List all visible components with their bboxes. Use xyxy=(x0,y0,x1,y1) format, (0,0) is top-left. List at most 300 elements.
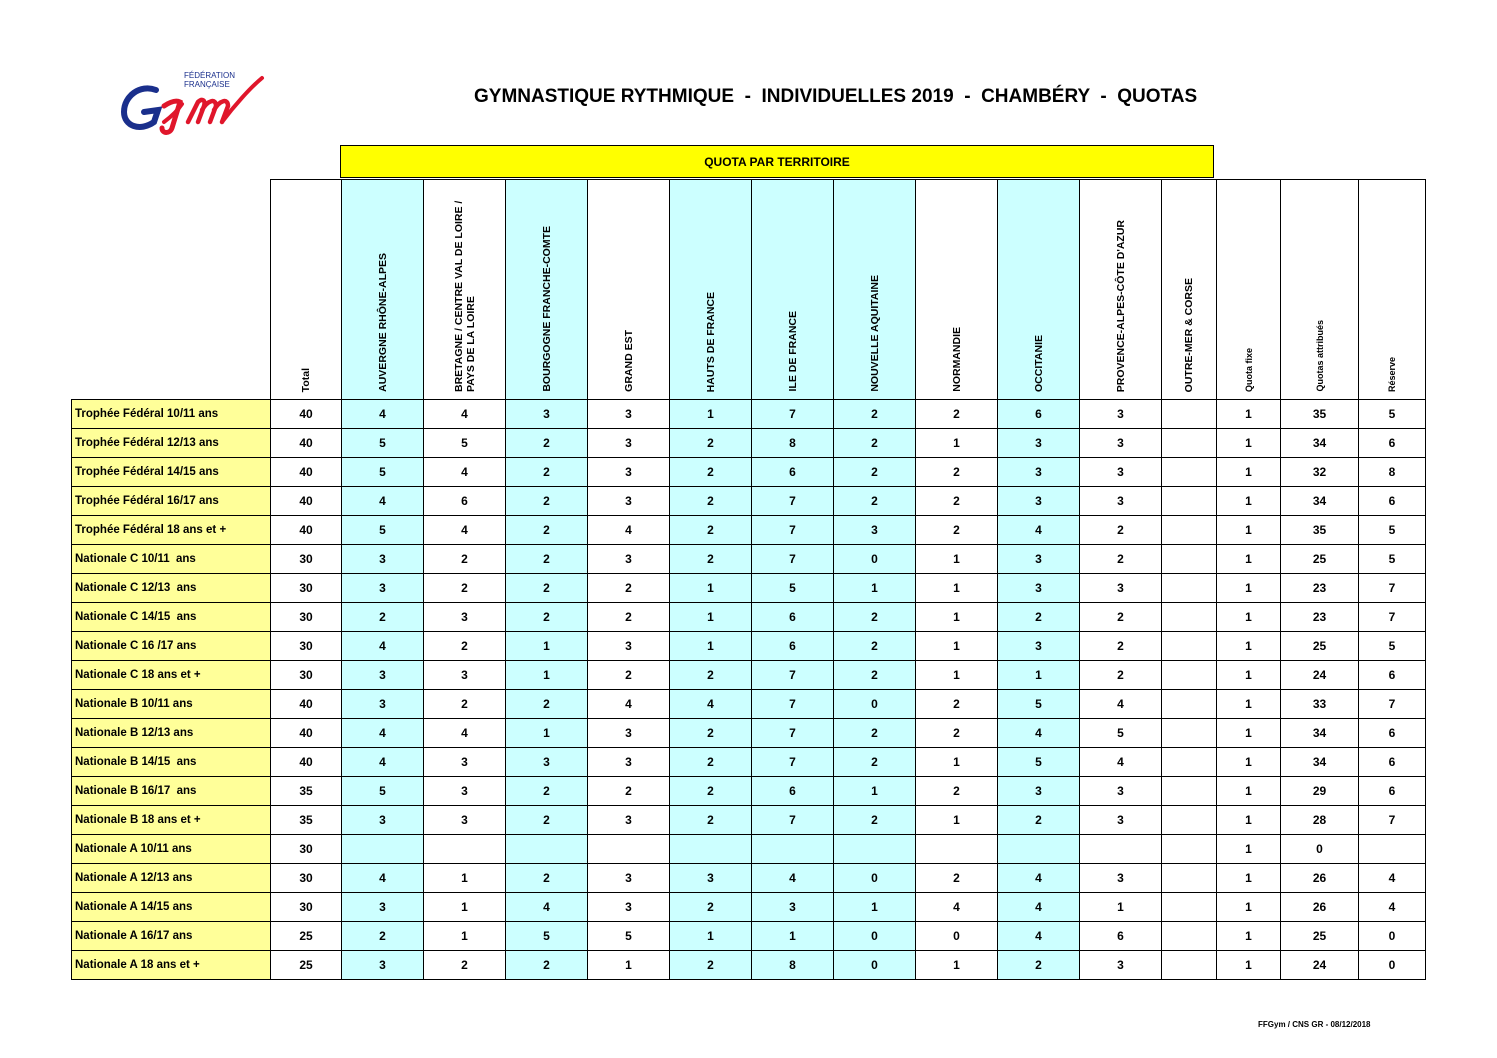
region-quota-cell: 3 xyxy=(1080,458,1162,487)
region-quota-cell: 3 xyxy=(1080,864,1162,893)
table-row xyxy=(72,835,1426,864)
region-quota-cell: 0 xyxy=(834,951,916,980)
quotas-attribues-cell: 35 xyxy=(1281,516,1359,545)
region-quota-cell xyxy=(1162,632,1217,661)
region-quota-cell: 2 xyxy=(506,806,588,835)
total-cell: 30 xyxy=(271,661,342,690)
region-quota-cell: 1 xyxy=(916,429,998,458)
table-row xyxy=(72,574,1426,603)
region-quota-cell: 2 xyxy=(998,951,1080,980)
header-total-label: Total xyxy=(300,367,312,392)
region-quota-cell: 3 xyxy=(588,458,670,487)
table-row xyxy=(72,400,1426,429)
region-quota-cell: 3 xyxy=(506,748,588,777)
region-quota-cell: 3 xyxy=(424,661,506,690)
region-quota-cell xyxy=(1162,835,1217,864)
region-quota-cell: 3 xyxy=(1080,487,1162,516)
table-row xyxy=(72,777,1426,806)
region-quota-cell: 2 xyxy=(1080,545,1162,574)
quota-fixe-cell: 1 xyxy=(1217,632,1281,661)
region-quota-cell: 3 xyxy=(588,632,670,661)
region-quota-cell: 4 xyxy=(998,922,1080,951)
region-quota-cell xyxy=(1162,777,1217,806)
region-quota-cell: 1 xyxy=(670,632,752,661)
category-label: Nationale C 16 /17 ans xyxy=(72,632,271,661)
table-row xyxy=(72,951,1426,980)
region-quota-cell: 1 xyxy=(916,951,998,980)
region-quota-cell: 7 xyxy=(752,748,834,777)
table-row xyxy=(72,748,1426,777)
header-region xyxy=(506,180,588,400)
region-quota-cell: 5 xyxy=(588,922,670,951)
region-quota-cell: 3 xyxy=(1080,574,1162,603)
region-quota-cell: 2 xyxy=(998,806,1080,835)
quotas-attribues-cell: 25 xyxy=(1281,632,1359,661)
region-quota-cell: 2 xyxy=(916,458,998,487)
region-quota-cell xyxy=(342,835,424,864)
region-quota-cell: 1 xyxy=(752,922,834,951)
reserve-cell: 6 xyxy=(1359,748,1426,777)
category-label: Nationale C 14/15 ans xyxy=(72,603,271,632)
quota-fixe-cell: 1 xyxy=(1217,400,1281,429)
region-quota-cell: 2 xyxy=(670,719,752,748)
region-quota-cell: 1 xyxy=(670,922,752,951)
quota-fixe-cell: 1 xyxy=(1217,806,1281,835)
quotas-attribues-cell: 34 xyxy=(1281,487,1359,516)
region-quota-cell: 2 xyxy=(670,458,752,487)
total-cell: 35 xyxy=(271,777,342,806)
region-quota-cell: 1 xyxy=(916,806,998,835)
region-quota-cell: 3 xyxy=(998,574,1080,603)
header-quota-fixe-label: Quota fixe xyxy=(1243,347,1254,392)
header-region-label: PROVENCE-ALPES-CÔTE D'AZUR xyxy=(1114,219,1127,392)
quotas-attribues-cell: 28 xyxy=(1281,806,1359,835)
region-quota-cell: 3 xyxy=(588,806,670,835)
region-quota-cell xyxy=(834,835,916,864)
region-quota-cell: 4 xyxy=(670,690,752,719)
region-quota-cell xyxy=(506,835,588,864)
category-label: Nationale B 12/13 ans xyxy=(72,719,271,748)
region-quota-cell: 1 xyxy=(916,545,998,574)
region-quota-cell: 3 xyxy=(588,719,670,748)
total-cell: 30 xyxy=(271,574,342,603)
region-quota-cell: 2 xyxy=(670,806,752,835)
quotas-attribues-cell: 35 xyxy=(1281,400,1359,429)
header-region-label: BOURGOGNE FRANCHE-COMTE xyxy=(540,226,553,392)
region-quota-cell: 2 xyxy=(916,690,998,719)
region-quota-cell: 4 xyxy=(342,748,424,777)
region-quota-cell: 4 xyxy=(424,400,506,429)
region-quota-cell: 2 xyxy=(506,458,588,487)
region-quota-cell: 6 xyxy=(752,458,834,487)
region-quota-cell: 3 xyxy=(424,806,506,835)
category-label: Nationale C 18 ans et + xyxy=(72,661,271,690)
region-quota-cell: 3 xyxy=(588,400,670,429)
region-quota-cell: 4 xyxy=(342,864,424,893)
region-quota-cell: 2 xyxy=(834,748,916,777)
region-quota-cell: 2 xyxy=(916,487,998,516)
total-cell: 40 xyxy=(271,487,342,516)
region-quota-cell: 2 xyxy=(834,400,916,429)
region-quota-cell: 3 xyxy=(1080,806,1162,835)
region-quota-cell: 1 xyxy=(834,574,916,603)
total-cell: 30 xyxy=(271,864,342,893)
region-quota-cell: 2 xyxy=(424,574,506,603)
table-row xyxy=(72,719,1426,748)
ffgym-logo-graphic xyxy=(118,66,268,138)
region-quota-cell: 1 xyxy=(506,661,588,690)
table-row xyxy=(72,806,1426,835)
region-quota-cell: 1 xyxy=(916,574,998,603)
region-quota-cell: 2 xyxy=(1080,632,1162,661)
quota-fixe-cell: 1 xyxy=(1217,922,1281,951)
region-quota-cell: 8 xyxy=(752,429,834,458)
region-quota-cell: 3 xyxy=(1080,400,1162,429)
region-quota-cell: 2 xyxy=(670,893,752,922)
region-quota-cell: 2 xyxy=(342,603,424,632)
table-row xyxy=(72,922,1426,951)
category-label: Nationale B 16/17 ans xyxy=(72,777,271,806)
category-label: Nationale A 18 ans et + xyxy=(72,951,271,980)
region-quota-cell: 2 xyxy=(670,487,752,516)
category-label: Nationale A 14/15 ans xyxy=(72,893,271,922)
region-quota-cell: 0 xyxy=(834,864,916,893)
region-quota-cell: 3 xyxy=(752,893,834,922)
header-region xyxy=(1162,180,1217,400)
region-quota-cell: 4 xyxy=(1080,690,1162,719)
region-quota-cell: 6 xyxy=(424,487,506,516)
quota-fixe-cell: 1 xyxy=(1217,864,1281,893)
region-quota-cell: 6 xyxy=(752,632,834,661)
region-quota-cell: 2 xyxy=(506,951,588,980)
region-quota-cell: 3 xyxy=(588,748,670,777)
region-quota-cell: 2 xyxy=(342,922,424,951)
region-quota-cell: 3 xyxy=(1080,777,1162,806)
total-cell: 40 xyxy=(271,458,342,487)
region-quota-cell: 7 xyxy=(752,400,834,429)
region-quota-cell: 4 xyxy=(998,516,1080,545)
region-quota-cell: 5 xyxy=(1080,719,1162,748)
region-quota-cell: 2 xyxy=(834,458,916,487)
region-quota-cell: 4 xyxy=(1080,748,1162,777)
region-quota-cell xyxy=(916,835,998,864)
region-quota-cell xyxy=(1162,719,1217,748)
reserve-cell: 5 xyxy=(1359,516,1426,545)
quota-fixe-cell: 1 xyxy=(1217,893,1281,922)
region-quota-cell: 3 xyxy=(998,632,1080,661)
quotas-attribues-cell: 24 xyxy=(1281,951,1359,980)
region-quota-cell: 3 xyxy=(998,429,1080,458)
region-quota-cell xyxy=(1162,516,1217,545)
region-quota-cell: 3 xyxy=(342,690,424,719)
footer-credit: FFGym / CNS GR - 08/12/2018 xyxy=(1258,1020,1371,1029)
header-quotas-attribues-label: Quotas attribués xyxy=(1314,320,1325,392)
reserve-cell xyxy=(1359,835,1426,864)
region-quota-cell: 5 xyxy=(506,922,588,951)
region-quota-cell: 2 xyxy=(916,400,998,429)
region-quota-cell: 2 xyxy=(506,487,588,516)
header-region-label: AUVERGNE RHÔNE-ALPES xyxy=(376,253,389,392)
region-quota-cell: 2 xyxy=(506,429,588,458)
region-quota-cell: 2 xyxy=(670,748,752,777)
reserve-cell: 5 xyxy=(1359,632,1426,661)
region-quota-cell: 3 xyxy=(670,864,752,893)
region-quota-cell: 3 xyxy=(588,545,670,574)
header-region-label: OUTRE-MER & CORSE xyxy=(1183,277,1195,392)
quota-par-territoire-header: QUOTA PAR TERRITOIRE xyxy=(340,145,1214,178)
region-quota-cell: 6 xyxy=(998,400,1080,429)
region-quota-cell: 1 xyxy=(916,603,998,632)
region-quota-cell: 2 xyxy=(506,777,588,806)
region-quota-cell: 2 xyxy=(916,719,998,748)
table-row xyxy=(72,458,1426,487)
region-quota-cell: 2 xyxy=(424,545,506,574)
category-label: Trophée Fédéral 18 ans et + xyxy=(72,516,271,545)
region-quota-cell: 6 xyxy=(1080,922,1162,951)
region-quota-cell: 3 xyxy=(342,661,424,690)
quotas-attribues-cell: 25 xyxy=(1281,922,1359,951)
region-quota-cell: 1 xyxy=(506,632,588,661)
header-region xyxy=(998,180,1080,400)
header-quota-fixe xyxy=(1217,180,1281,400)
reserve-cell: 5 xyxy=(1359,545,1426,574)
region-quota-cell: 3 xyxy=(998,487,1080,516)
category-label: Trophée Fédéral 14/15 ans xyxy=(72,458,271,487)
header-region xyxy=(916,180,998,400)
region-quota-cell: 2 xyxy=(670,951,752,980)
region-quota-cell: 1 xyxy=(834,777,916,806)
total-cell: 30 xyxy=(271,893,342,922)
reserve-cell: 8 xyxy=(1359,458,1426,487)
total-cell: 35 xyxy=(271,806,342,835)
region-quota-cell: 5 xyxy=(342,516,424,545)
region-quota-cell: 1 xyxy=(1080,893,1162,922)
region-quota-cell: 2 xyxy=(834,632,916,661)
region-quota-cell: 7 xyxy=(752,487,834,516)
header-region-label: NORMANDIE xyxy=(950,327,963,392)
region-quota-cell: 2 xyxy=(670,429,752,458)
region-quota-cell: 2 xyxy=(506,864,588,893)
region-quota-cell: 1 xyxy=(834,893,916,922)
table-row xyxy=(72,893,1426,922)
region-quota-cell: 2 xyxy=(834,429,916,458)
region-quota-cell: 3 xyxy=(342,951,424,980)
region-quota-cell: 3 xyxy=(588,893,670,922)
region-quota-cell: 2 xyxy=(916,864,998,893)
region-quota-cell: 2 xyxy=(834,603,916,632)
category-label: Nationale C 12/13 ans xyxy=(72,574,271,603)
region-quota-cell: 4 xyxy=(998,893,1080,922)
quota-fixe-cell: 1 xyxy=(1217,661,1281,690)
reserve-cell: 4 xyxy=(1359,893,1426,922)
region-quota-cell: 5 xyxy=(998,690,1080,719)
region-quota-cell: 2 xyxy=(588,661,670,690)
region-quota-cell: 1 xyxy=(916,661,998,690)
region-quota-cell xyxy=(752,835,834,864)
reserve-cell: 5 xyxy=(1359,400,1426,429)
region-quota-cell: 7 xyxy=(752,806,834,835)
quota-fixe-cell: 1 xyxy=(1217,719,1281,748)
total-cell: 30 xyxy=(271,545,342,574)
region-quota-cell xyxy=(1162,487,1217,516)
region-quota-cell: 4 xyxy=(424,458,506,487)
region-quota-cell: 3 xyxy=(588,864,670,893)
header-quotas-attribues xyxy=(1281,180,1359,400)
region-quota-cell: 3 xyxy=(342,574,424,603)
region-quota-cell xyxy=(1162,545,1217,574)
region-quota-cell: 1 xyxy=(424,922,506,951)
header-region-label: OCCITANIE xyxy=(1032,335,1045,392)
table-row xyxy=(72,864,1426,893)
header-region-label: HAUTS DE FRANCE xyxy=(704,291,717,392)
reserve-cell: 0 xyxy=(1359,922,1426,951)
region-quota-cell: 7 xyxy=(752,545,834,574)
quotas-attribues-cell: 26 xyxy=(1281,864,1359,893)
table-row xyxy=(72,632,1426,661)
region-quota-cell: 2 xyxy=(506,545,588,574)
table-row xyxy=(72,690,1426,719)
region-quota-cell: 2 xyxy=(506,603,588,632)
region-quota-cell xyxy=(1162,429,1217,458)
header-region xyxy=(834,180,916,400)
region-quota-cell: 3 xyxy=(998,458,1080,487)
region-quota-cell: 6 xyxy=(752,603,834,632)
quota-fixe-cell: 1 xyxy=(1217,951,1281,980)
table-body xyxy=(72,400,1426,980)
region-quota-cell: 4 xyxy=(916,893,998,922)
region-quota-cell: 0 xyxy=(916,922,998,951)
reserve-cell: 6 xyxy=(1359,487,1426,516)
header-region-label: ILE DE FRANCE xyxy=(786,311,799,392)
quota-fixe-cell: 1 xyxy=(1217,574,1281,603)
region-quota-cell: 2 xyxy=(506,574,588,603)
total-cell: 40 xyxy=(271,516,342,545)
region-quota-cell: 4 xyxy=(998,864,1080,893)
region-quota-cell: 3 xyxy=(998,545,1080,574)
region-quota-cell: 7 xyxy=(752,719,834,748)
region-quota-cell: 1 xyxy=(916,748,998,777)
region-quota-cell: 4 xyxy=(342,400,424,429)
region-quota-cell xyxy=(1162,661,1217,690)
total-cell: 40 xyxy=(271,719,342,748)
total-cell: 40 xyxy=(271,400,342,429)
region-quota-cell: 3 xyxy=(342,545,424,574)
region-quota-cell xyxy=(1162,922,1217,951)
total-cell: 40 xyxy=(271,690,342,719)
region-quota-cell: 4 xyxy=(506,893,588,922)
quota-fixe-cell: 1 xyxy=(1217,777,1281,806)
region-quota-cell: 3 xyxy=(342,893,424,922)
region-quota-cell: 1 xyxy=(424,864,506,893)
region-quota-cell: 6 xyxy=(752,777,834,806)
category-label: Trophée Fédéral 10/11 ans xyxy=(72,400,271,429)
region-quota-cell: 2 xyxy=(834,661,916,690)
region-quota-cell xyxy=(1162,690,1217,719)
region-quota-cell: 8 xyxy=(752,951,834,980)
region-quota-cell: 2 xyxy=(1080,661,1162,690)
total-cell: 30 xyxy=(271,632,342,661)
total-cell: 30 xyxy=(271,835,342,864)
header-region xyxy=(342,180,424,400)
region-quota-cell: 1 xyxy=(670,603,752,632)
region-quota-cell: 2 xyxy=(506,690,588,719)
quotas-attribues-cell: 24 xyxy=(1281,661,1359,690)
quotas-attribues-cell: 34 xyxy=(1281,429,1359,458)
table-row xyxy=(72,661,1426,690)
region-quota-cell: 1 xyxy=(670,574,752,603)
quotas-table xyxy=(71,179,1426,980)
quotas-attribues-cell: 34 xyxy=(1281,719,1359,748)
region-quota-cell: 4 xyxy=(588,690,670,719)
region-quota-cell xyxy=(1162,574,1217,603)
category-label: Nationale B 10/11 ans xyxy=(72,690,271,719)
region-quota-cell: 2 xyxy=(670,661,752,690)
total-cell: 25 xyxy=(271,951,342,980)
region-quota-cell: 3 xyxy=(1080,429,1162,458)
header-region-label: GRAND EST xyxy=(622,330,635,392)
quota-fixe-cell: 1 xyxy=(1217,748,1281,777)
quota-fixe-cell: 1 xyxy=(1217,429,1281,458)
region-quota-cell: 2 xyxy=(998,603,1080,632)
region-quota-cell: 5 xyxy=(342,429,424,458)
quotas-attribues-cell: 29 xyxy=(1281,777,1359,806)
table-row xyxy=(72,429,1426,458)
header-region xyxy=(1080,180,1162,400)
region-quota-cell: 2 xyxy=(834,719,916,748)
region-quota-cell: 5 xyxy=(752,574,834,603)
region-quota-cell xyxy=(1162,458,1217,487)
region-quota-cell: 3 xyxy=(342,806,424,835)
region-quota-cell: 3 xyxy=(588,429,670,458)
region-quota-cell: 5 xyxy=(342,458,424,487)
header-blank-cell xyxy=(72,180,271,400)
region-quota-cell: 1 xyxy=(998,661,1080,690)
region-quota-cell xyxy=(424,835,506,864)
region-quota-cell: 3 xyxy=(424,777,506,806)
table-row xyxy=(72,545,1426,574)
region-quota-cell: 2 xyxy=(834,487,916,516)
region-quota-cell: 4 xyxy=(342,487,424,516)
quotas-attribues-cell: 25 xyxy=(1281,545,1359,574)
header-reserve xyxy=(1359,180,1426,400)
header-region-label: BRETAGNE / CENTRE VAL DE LOIRE / PAYS DE LA LOIRE xyxy=(452,200,477,392)
quota-fixe-cell: 1 xyxy=(1217,690,1281,719)
table-row xyxy=(72,516,1426,545)
page-title: GYMNASTIQUE RYTHMIQUE - INDIVIDUELLES 2019 - CHAMBÉRY - QUOTAS xyxy=(474,86,1198,107)
header-region xyxy=(424,180,506,400)
category-label: Nationale B 14/15 ans xyxy=(72,748,271,777)
region-quota-cell: 2 xyxy=(670,777,752,806)
region-quota-cell: 4 xyxy=(998,719,1080,748)
table-header-row xyxy=(72,180,1426,400)
header-region-label: NOUVELLE AQUITAINE xyxy=(868,275,881,392)
reserve-cell: 7 xyxy=(1359,690,1426,719)
region-quota-cell xyxy=(1162,748,1217,777)
region-quota-cell: 2 xyxy=(1080,516,1162,545)
category-label: Nationale A 12/13 ans xyxy=(72,864,271,893)
region-quota-cell xyxy=(588,835,670,864)
quota-fixe-cell: 1 xyxy=(1217,487,1281,516)
region-quota-cell xyxy=(1162,864,1217,893)
quotas-attribues-cell: 32 xyxy=(1281,458,1359,487)
region-quota-cell: 2 xyxy=(424,951,506,980)
logo-text-bottom: FRANÇAISE xyxy=(184,80,230,89)
region-quota-cell xyxy=(1162,806,1217,835)
total-cell: 40 xyxy=(271,429,342,458)
header-region xyxy=(752,180,834,400)
category-label: Nationale A 10/11 ans xyxy=(72,835,271,864)
region-quota-cell: 1 xyxy=(916,632,998,661)
